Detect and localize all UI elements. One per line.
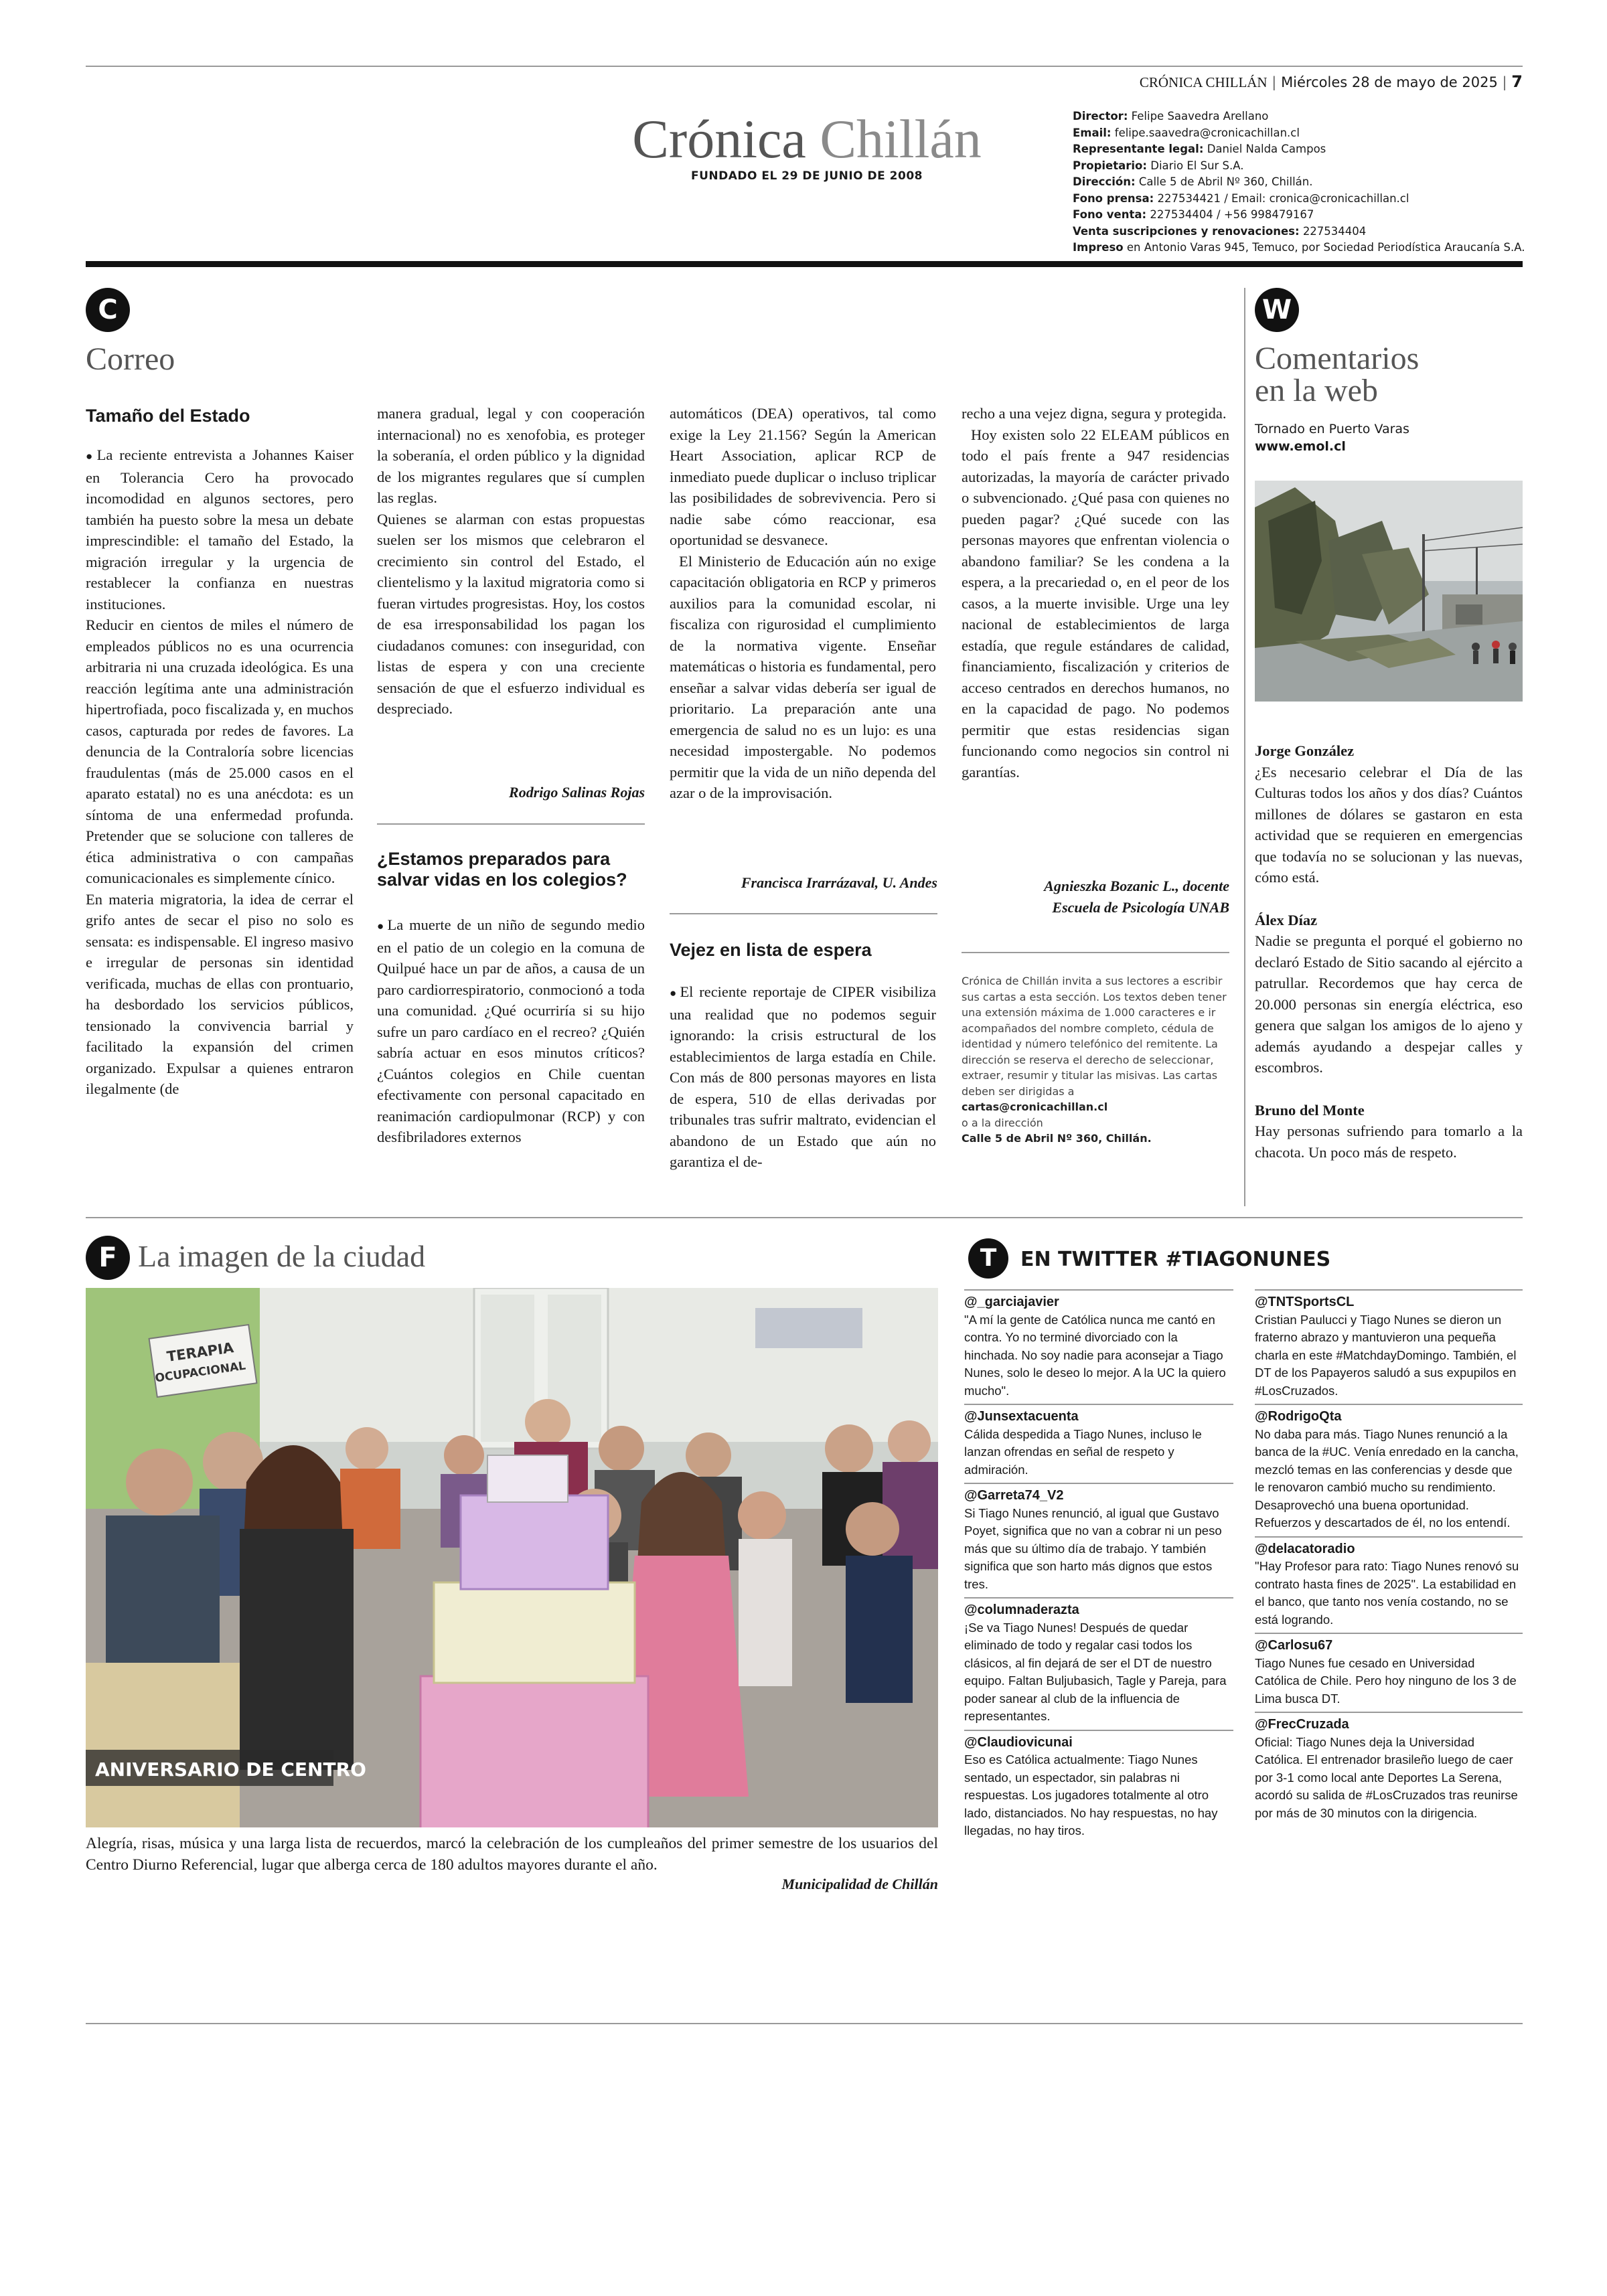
- letter2-signature: Francisca Irarrázaval, U. Andes: [741, 874, 937, 891]
- comentarios-title: Comentarios en la web: [1255, 341, 1420, 408]
- letter3-p3: Hoy existen solo 22 ELEAM públicos en todo el país frente a 947 residencias autorizadas, la mayoría de carácter privado o subvencionado. ¿Qué pasa con quienes no pueden pagar? ¿Qué sucede con las personas mayores que enfrentan violencia o abandono familiar? Se les condena a la espera, a la precariedad o, en el peor de los casos, a la muerte invisible. Urge una ley nacional de establecimientos de larga estadía, que regule estándares de calidad, financiamiento, fiscalización y criterios de acceso centrados en derechos humanos, no en la capacidad de pago. No podemos permitir que estas residencias sigan funcionando como negocios sin control ni garantías.: [962, 426, 1229, 781]
- masthead-info-row: Email: felipe.saavedra@cronicachillan.cl: [1073, 126, 1300, 139]
- masthead-info-row: Impreso en Antonio Varas 945, Temuco, por Sociedad Periodística Araucanía S.A.: [1073, 241, 1525, 254]
- comment-item: [1255, 910, 1523, 1078]
- masthead-info-row: Venta suscripciones y renovaciones: 227534404: [1073, 224, 1367, 238]
- tweet-handle[interactable]: @columnaderazta: [964, 1597, 1233, 1619]
- tweet-text: Tiago Nunes fue cesado en Universidad Católica de Chile. Pero hoy ninguno de los 3 de Lima busca DT.: [1255, 1655, 1517, 1706]
- letter2-col2: [377, 914, 645, 1148]
- letter1-p4: manera gradual, legal y con cooperación internacional) no es xenofobia, es proteger la soberanía, el orden público y la dignidad de los migrantes regulares que sí cumplen las reglas.: [377, 405, 645, 506]
- masthead-name: Crónica Chillán: [632, 108, 982, 169]
- comentarios-source[interactable]: www.emol.cl: [1255, 439, 1346, 454]
- comment-author: Bruno del Monte: [1255, 1101, 1365, 1119]
- comment-item: [1255, 1100, 1523, 1163]
- masthead-info-row: Fono prensa: 227534421 / Email: cronica@cronicachillan.cl: [1073, 191, 1409, 205]
- letter1-headline: Tamaño del Estado: [86, 406, 250, 426]
- folio: CRÓNICA CHILLÁN: [1139, 74, 1268, 90]
- page-number: 7: [1511, 72, 1523, 91]
- letter1-p3: En materia migratoria, la idea de cerrar el grifo antes de secar el piso no solo es sensata: es indispensable. El ingreso masivo e irregular de personas sin identidad verificada, muchas de ellas con prontuario, ha desbordado los servicios públicos, tensionado la convivencia barrial y facilitado la expansión del crimen organizado. Expulsar a quienes entraron ilegalmente (de: [86, 890, 354, 1097]
- correo-title: Correo: [86, 341, 175, 377]
- tweet-handle[interactable]: @delacatoradio: [1255, 1536, 1523, 1558]
- tweet-handle[interactable]: @_garciajavier: [964, 1289, 1233, 1311]
- imagen-credit: Municipalidad de Chillán: [781, 1876, 938, 1892]
- letter2-p3: El Ministerio de Educación aún no exige capacitación obligatoria en RCP y primeros auxilios para la comunidad escolar, ni fiscaliza con rigurosidad el cumplimiento de la normativa vigente. Enseñar matemáticas o historia es fundamental, pero enseñar a salvar vidas debería ser igual de prioritario. La preparación ante una emergencia de salud no es un lujo: es una necesidad impostergable. No podemos permitir que la vida de un niño dependa del azar o de la improvisación.: [670, 552, 936, 801]
- comentarios-list: [1255, 740, 1523, 1184]
- twitter-right-column: [1255, 1289, 1523, 1826]
- letter2-p1: ● La muerte de un niño de segundo medio en el patio de un colegio en la comuna de Quilpué hace un par de años, a causa de un paro cardiorrespiratorio, conmocionó a toda una comunidad. ¿Qué ocurriría si su hijo sufre un paro cardíaco en el recreo? ¿Quién sabría actuar en esos minutos críticos? ¿Cuántos colegios en Chile cuentan efectivamente con personal capacitado en reanimación cardiopulmonar (RCP) y con desfibriladores externos: [377, 914, 645, 1148]
- letter3-signature: Agnieszka Bozanic L., docente Escuela de Psicología UNAB: [1044, 878, 1229, 916]
- imagen-title: La imagen de la ciudad: [138, 1239, 426, 1273]
- masthead-info: [1073, 108, 1525, 256]
- comment-text: Nadie se pregunta el porqué el gobierno no declaró Estado de Sitio sacando al ejército a patrullar. Recordemos que hay cerca de 20.000 personas sin energía eléctrica, eso genera que salgan los amigos de lo ajeno y además ayudando a despejar calles y escombros.: [1255, 932, 1523, 1076]
- tweet-handle[interactable]: @Carlosu67: [1255, 1633, 1523, 1655]
- comment-text: Hay personas sufriendo para tomarlo a la chacota. Un poco más de respeto.: [1255, 1123, 1523, 1161]
- imagen-caption: Alegría, risas, música y una larga lista de recuerdos, marcó la celebración de los cumpleaños del primer semestre de los usuarios del Centro Diurno Referencial, lugar que alberga cerca de 180 adultos mayores durante el año.: [86, 1835, 938, 1874]
- tweet-text: ¡Se va Tiago Nunes! Después de quedar eliminado de todo y regalar casi todos los clásicos, al fin dejará de ser el DT de nuestro equipo. Faltan Buljubasich, Tagle y Pareja, para poder sanear al club de la influencia de representantes.: [964, 1620, 1227, 1723]
- letters-email[interactable]: cartas@cronicachillan.cl: [962, 1100, 1108, 1113]
- masthead: [619, 110, 994, 183]
- tweet-text: "A mí la gente de Católica nunca me cantó en contra. Yo no terminé divorciado con la hinchada. No soy nadie para aconsejar a Tiago Nunes, solo le deseo lo mejor. A la UC la quiero mucho".: [964, 1312, 1226, 1398]
- tweet-text: Si Tiago Nunes renunció, al igual que Gustavo Poyet, significa que no van a cobrar ni un peso más que su último día de trabajo. Y también significa que son harto más dignos que estos tres.: [964, 1505, 1222, 1591]
- letter2-col3: [670, 403, 936, 804]
- letter3-headline: Vejez en lista de espera: [670, 940, 872, 960]
- letter3-p1: ● El reciente reportaje de CIPER visibiliza una realidad que no podemos seguir ignorando: la crisis estructural de los establecimientos de larga estadía en Chile. Con más de 800 personas mayores en lista de espera, 510 de ellas derivadas por tribunales tras sufrir maltrato, evidencian el abandono de un Estado que aún no garantiza el de-: [670, 981, 936, 1173]
- comment-text: ¿Es necesario celebrar el Día de las Culturas todos los años y dos días? Cuántos millones de dólares se gastaron en esta actividad que se requieren en emergencias que todavía no se solucionan y las nuevas, cómo está.: [1255, 763, 1523, 886]
- letters-note: Crónica de Chillán invita a sus lectores a escribir sus cartas a esta sección. Los textos deben tener una extensión máxima de 1.000 caracteres e ir acompañados del nombre completo, cédula de identidad y número telefónico del remitente. La dirección se reserva el derecho de seleccionar, extraer, resumir y titular las misivas. Las cartas deben ser dirigidas a cartas@cronicachillan.cl o a la dirección Calle 5 de Abril Nº 360, Chillán.: [962, 973, 1229, 1147]
- correo-badge: C: [86, 288, 130, 332]
- twitter-left-column: [964, 1289, 1233, 1844]
- letter2-p2: automáticos (DEA) operativos, tal como exige la Ley 21.156? Según la American Heart Association, aplicar RCP de inmediato puede duplicar o incluso triplicar las posibilidades de sobrevivencia. Pero si nadie sabe cómo reaccionar, esa oportunidad se desvanece.: [670, 405, 936, 548]
- imagen-badge: F: [86, 1236, 130, 1280]
- letter1-p5: Quienes se alarman con estas propuestas suelen ser los mismos que celebraron el crecimiento sin control del Estado, el clientelismo y la laxitud migratoria como si fueran virtudes progresistas. Hoy, los costos de esa irresponsabilidad los pagan los ciudadanos comunes: con inseguridad, con listas de espera y con una creciente sensación de que el esfuerzo individual es despreciado.: [377, 510, 645, 717]
- tweet-text: No daba para más. Tiago Nunes renunció a la banca de la #UC. Venía enredado en la cancha, mezcló temas en las conferencias y desde que le renovaron cambió mucho su rendimiento. Desaprovechó una buena oportunidad. Refuerzos y descartados de él, no los entendí.: [1255, 1426, 1519, 1530]
- photo-label: ANIVERSARIO DE CENTRO: [95, 1758, 366, 1781]
- letter1-p1: ● La reciente entrevista a Johannes Kaiser en Tolerancia Cero ha provocado incomodidad en algunos sectores, pero también ha puesto sobre la mesa un debate imprescindible: el tamaño del Estado, la migración irregular y la urgencia de restablecer la confianza en nuestras instituciones.: [86, 444, 354, 614]
- tweet-handle[interactable]: @FrecCruzada: [1255, 1712, 1523, 1734]
- tweet-handle[interactable]: @Claudiovicunai: [964, 1730, 1233, 1752]
- letter3-col3: [670, 981, 936, 1173]
- tweet-text: Cálida despedida a Tiago Nunes, incluso le lanzan ofrendas en señal de respeto y admiración.: [964, 1426, 1202, 1477]
- comment-item: [1255, 740, 1523, 888]
- letter1-col1: [86, 444, 354, 1100]
- comment-author: Álex Díaz: [1255, 911, 1318, 928]
- masthead-info-row: Dirección: Calle 5 de Abril Nº 360, Chillán.: [1073, 175, 1313, 188]
- tornado-photo: [1255, 481, 1523, 702]
- twitter-title: EN TWITTER #TIAGONUNES: [1020, 1248, 1331, 1271]
- date: Miércoles 28 de mayo de 2025: [1281, 74, 1498, 90]
- tweet-text: "Hay Profesor para rato: Tiago Nunes renovó su contrato hasta fines de 2025". La estabilidad en el banco, que tanto nos venía costando, no se está logrando.: [1255, 1559, 1519, 1627]
- comentarios-photo-caption: Tornado en Puerto Varas: [1255, 422, 1409, 436]
- tweet-handle[interactable]: @Garreta74_V2: [964, 1483, 1233, 1505]
- tweet-text: Cristian Paulucci y Tiago Nunes se dieron un fraterno abrazo y mantuvieron una pequeña charla en este #MatchdayDomingo. También, el DT de los Papayeros saludó a sus expupilos en #LosCruzados.: [1255, 1312, 1517, 1398]
- wall-sign-line2: OCUPACIONAL: [154, 1359, 247, 1386]
- letter2-headline: ¿Estamos preparados para salvar vidas en los colegios?: [377, 849, 627, 890]
- masthead-info-row: Fono venta: 227534404 / +56 998479167: [1073, 208, 1314, 221]
- letters-address: Calle 5 de Abril Nº 360, Chillán.: [962, 1132, 1152, 1145]
- folio-line: CRÓNICA CHILLÁN | Miércoles 28 de mayo de 2025 | 7: [1139, 72, 1523, 91]
- tweet-handle[interactable]: @Junsextacuenta: [964, 1404, 1233, 1426]
- wall-sign-line1: TERAPIA: [165, 1339, 235, 1365]
- tweet-handle[interactable]: @TNTSportsCL: [1255, 1289, 1523, 1311]
- comment-author: Jorge González: [1255, 742, 1355, 759]
- twitter-badge: T: [968, 1238, 1008, 1279]
- masthead-info-row: Director: Felipe Saavedra Arellano: [1073, 110, 1269, 122]
- letter1-col2: [377, 403, 645, 720]
- masthead-info-row: Propietario: Diario El Sur S.A.: [1073, 159, 1244, 172]
- tweet-handle[interactable]: @RodrigoQta: [1255, 1404, 1523, 1426]
- tweet-text: Oficial: Tiago Nunes deja la Universidad Católica. El entrenador brasileño luego de caer por 3-1 como local ante Deportes La Serena, acordó su salida de #LosCruzados tras reunirse por más de 30 minutos con la dirigencia.: [1255, 1734, 1518, 1820]
- letter3-p2: recho a una vejez digna, segura y protegida.: [962, 405, 1227, 422]
- celebration-photo: [86, 1288, 938, 1827]
- tweet-text: Eso es Católica actualmente: Tiago Nunes sentado, un espectador, sin palabras ni respuestas. Los jugadores totalmente al otro lado, distanciados. No hay respuestas, no hay llegadas, no hay tiros.: [964, 1752, 1218, 1837]
- letter1-p2: Reducir en cientos de miles el número de empleados públicos no es una ocurrencia arbitraria ni una cruzada ideológica. Es una reacción legítima ante una administración hipertrofiada, poco fiscalizada y, en muchos casos, capturada por redes de favores. La denuncia de la Contraloría sobre licencias fraudulentas (más de 25.000 casos en el aparato estatal) no es una anécdota: es un síntoma de una enfermedad profunda. Pretender que se solucione con talleres de ética administrativa o con campañas comunicacionales es simplemente cínico.: [86, 617, 354, 886]
- comentarios-badge: W: [1255, 288, 1299, 332]
- masthead-info-row: Representante legal: Daniel Nalda Campos: [1073, 143, 1326, 155]
- letter1-signature: Rodrigo Salinas Rojas: [509, 784, 645, 801]
- letter3-col4: [962, 403, 1229, 783]
- masthead-founded: FUNDADO EL 29 DE JUNIO DE 2008: [691, 169, 923, 183]
